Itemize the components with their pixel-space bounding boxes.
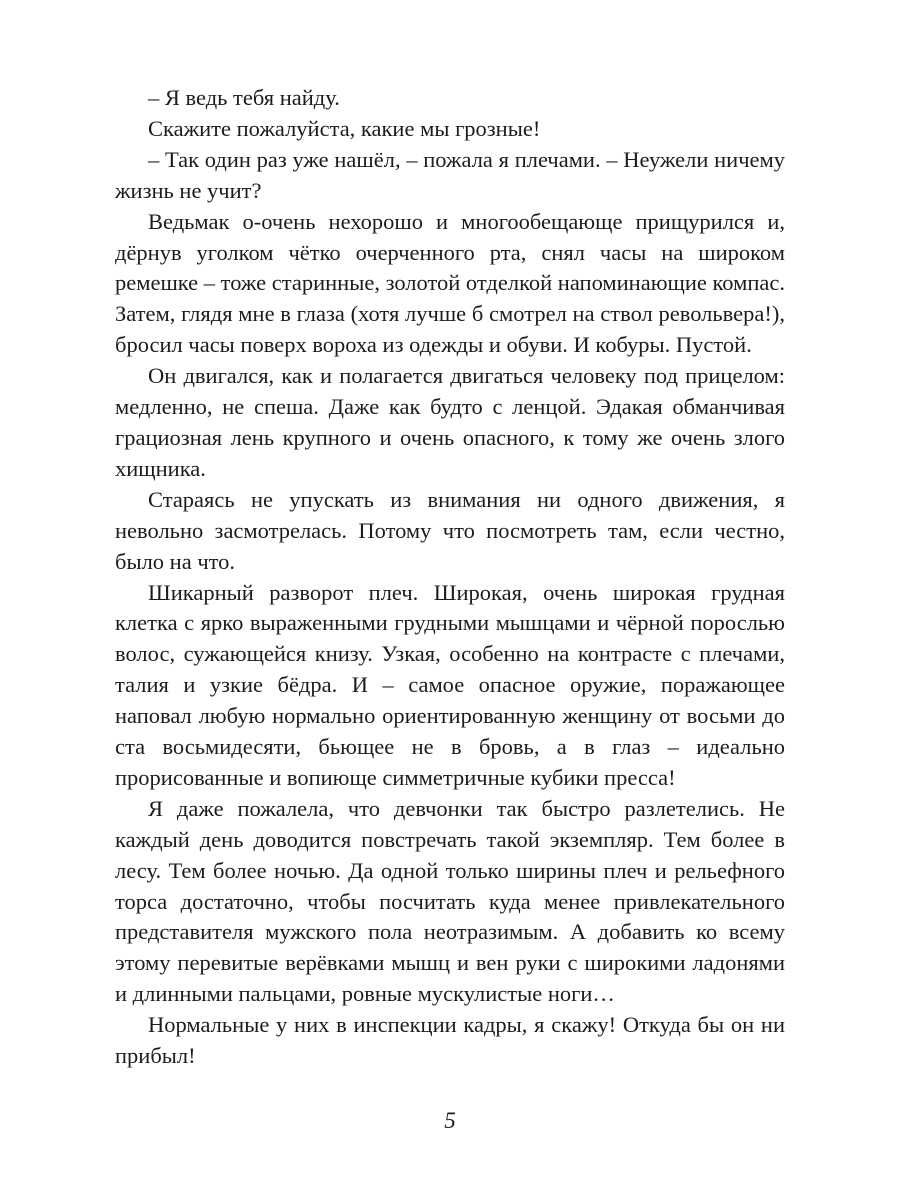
paragraph: – Я ведь тебя найду. (148, 85, 340, 110)
paragraph: Скажите пожалуйста, какие мы грозные! (148, 115, 541, 141)
paragraph: Шикарный разворот плеч. Широкая, очень широкая грудная клетка с ярко выраженными грудными мышцами и чёрной порослью волос, сужающейся книзу. Узкая, особенно на контрасте с плечами, талия и узкие бёдра. И – самое опасное оружие, поражающее наповал любую нормально ориентированную женщину от восьми до ста восьмидесяти, бьющее не в бровь, а в глаз – идеально прорисованные и вопиюще симметричные кубики пресса! (115, 579, 785, 790)
paragraph: Нормальные у них в инспекции кадры, я скажу! Откуда бы он ни прибыл! (115, 1012, 785, 1069)
paragraph: – Так один раз уже нашёл, – пожала я плечами. – Неужели ничему жизнь не учит? (115, 146, 785, 203)
page-body (115, 83, 785, 1072)
paragraph: Стараясь не упускать из внимания ни одного движения, я невольно засмотрелась. Потому что посмотреть там, если честно, было на что. (115, 486, 785, 574)
paragraph: Он двигался, как и полагается двигаться человеку под прицелом: медленно, не спеша. Даже как будто с ленцой. Эдакая обманчивая грациозная лень крупного и очень опасного, к тому же очень злого хищника. (115, 363, 785, 481)
paragraph: Я даже пожалела, что девчонки так быстро разлетелись. Не каждый день доводится повстречать такой экземпляр. Тем более в лесу. Тем более ночью. Да одной только ширины плеч и рельефного торса достаточно, чтобы посчитать куда менее привлекательного представителя мужского пола неотразимым. А добавить ко всему этому перевитые верёвками мышц и вен руки с широкими ладонями и длинными пальцами, ровные мускулистые ноги… (115, 795, 785, 1007)
paragraph: Ведьмак о-очень нехорошо и многообещающе прищурился и, дёрнув уголком чётко очерченного рта, снял часы на широком ремешке – тоже старинные, золотой отделкой напоминающие компас. Затем, глядя мне в глаза (хотя лучше б смотрел на ствол револьвера!), бросил часы поверх вороха из одежды и обуви. И кобуры. Пустой. (115, 208, 785, 358)
page-number: 5 (444, 1108, 456, 1133)
